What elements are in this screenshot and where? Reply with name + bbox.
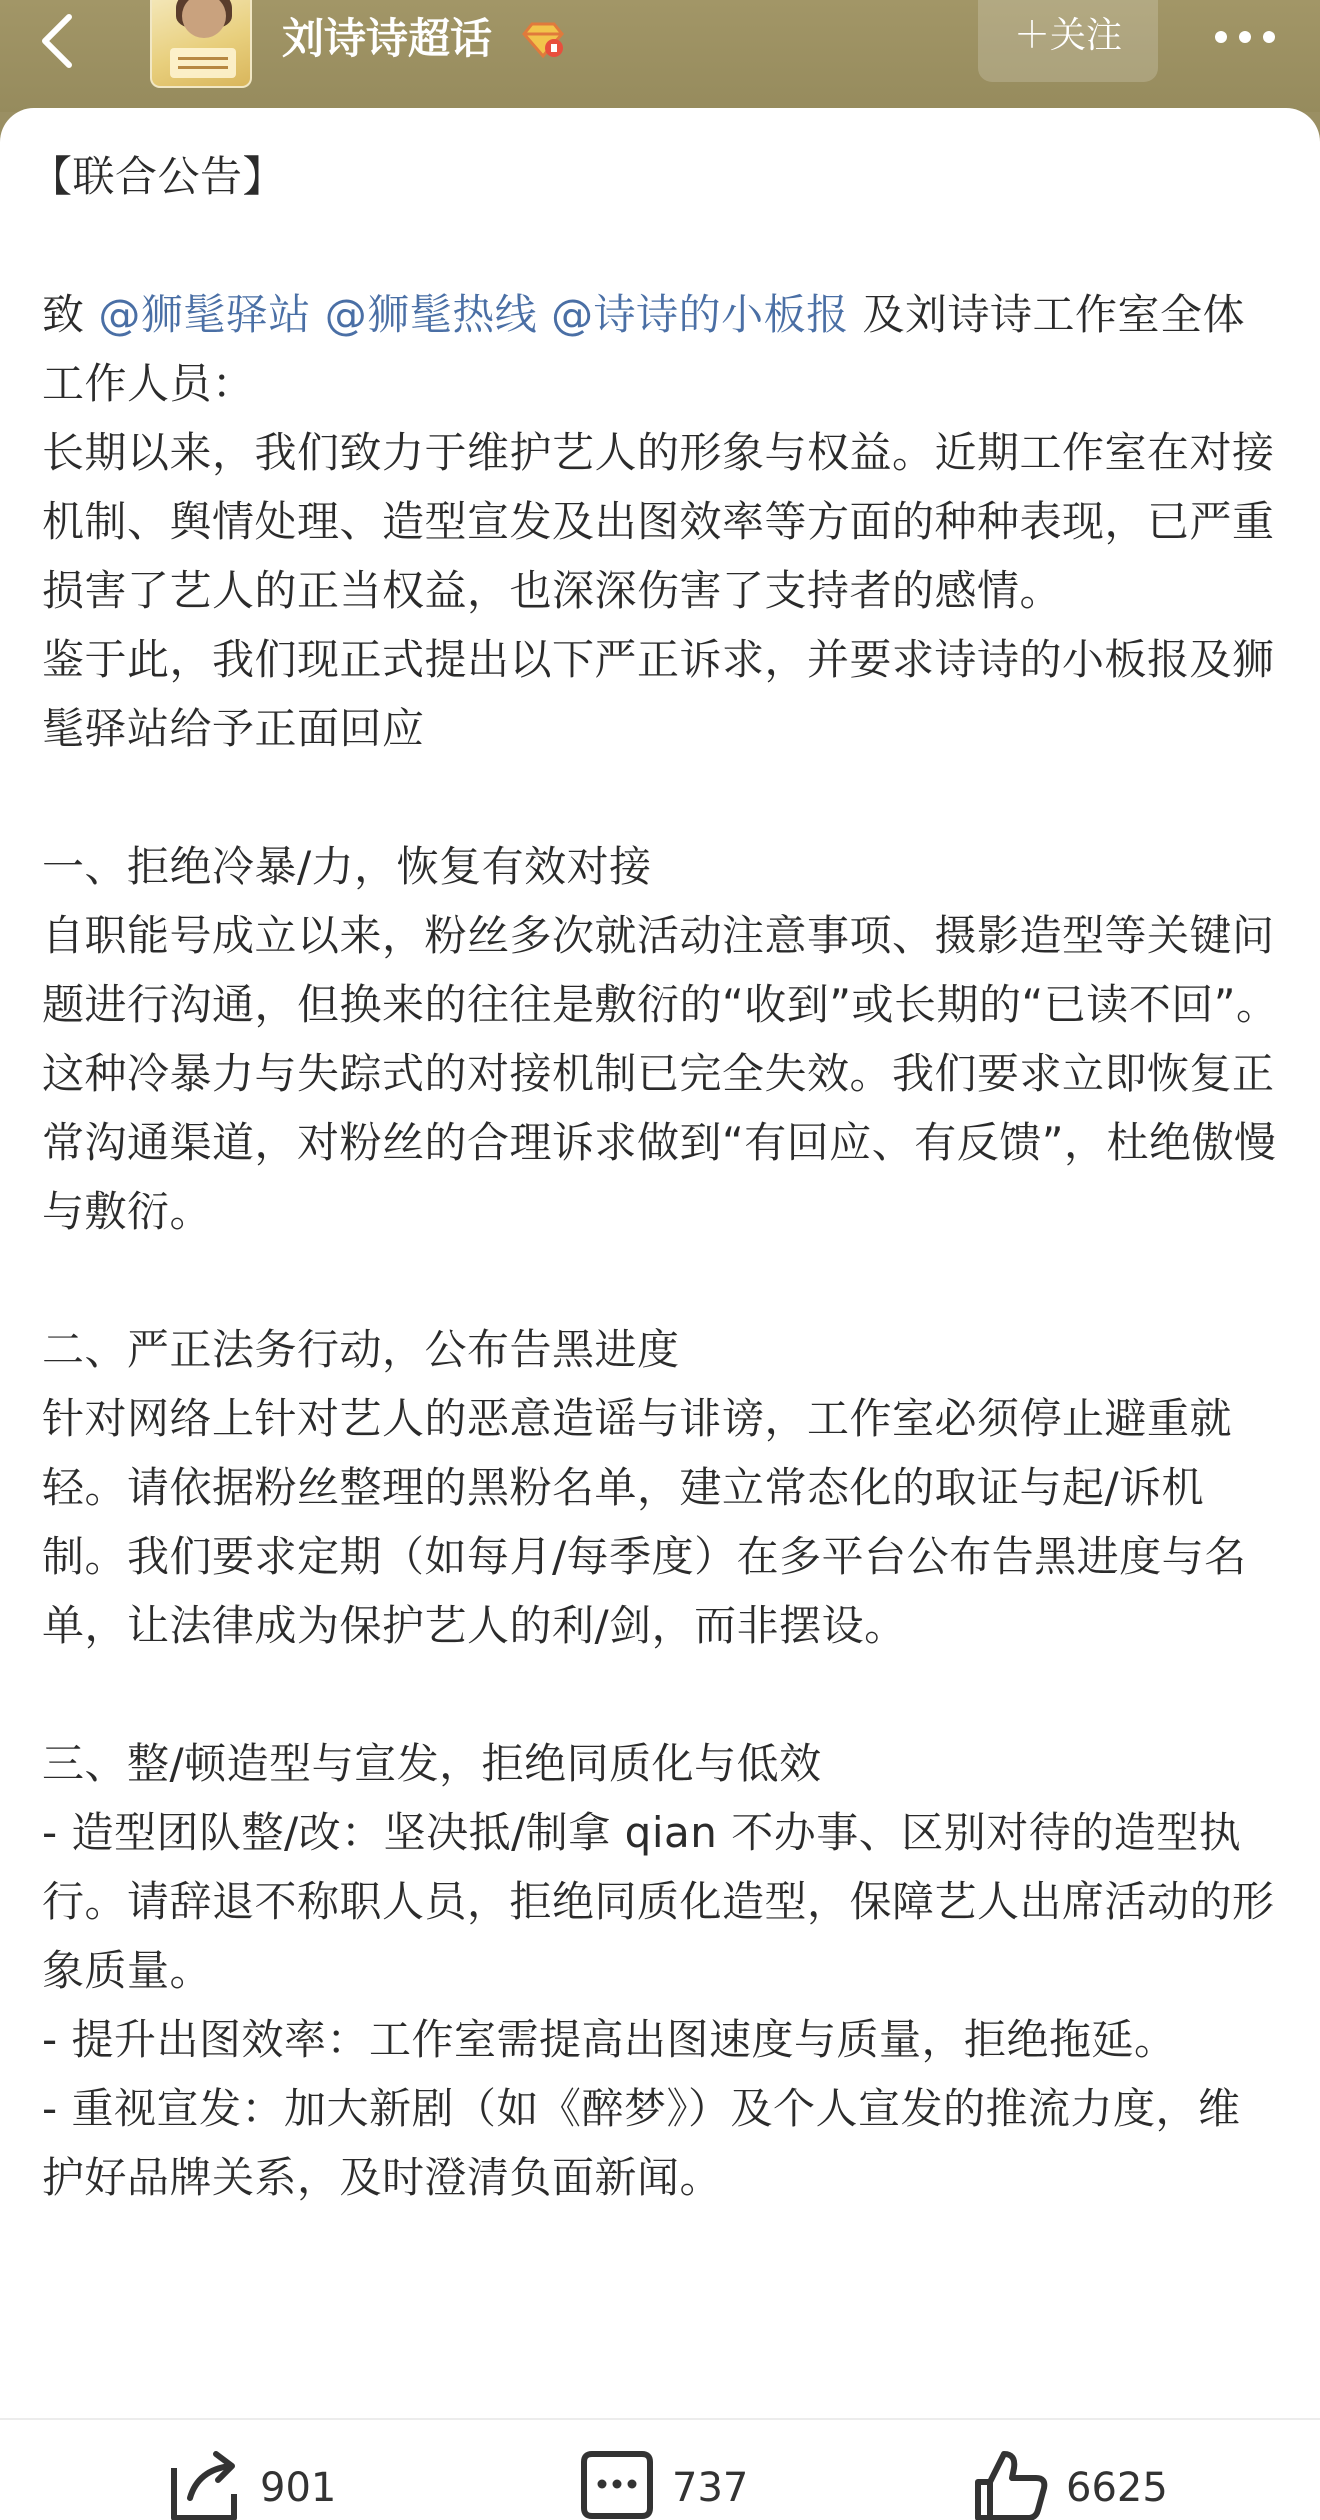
- like-icon: [970, 2448, 1050, 2520]
- share-count: 901: [260, 2465, 337, 2511]
- list-item: - 造型团队整/改：坚决抵/制拿 qian 不办事、区别对待的造型执行。请辞退不称职人员，拒绝同质化造型，保障艺人出席活动的形象质量。: [42, 1808, 1275, 1995]
- like-count: 6625: [1066, 2465, 1168, 2511]
- paragraph: 鉴于此，我们现正式提出以下严正诉求，并要求诗诗的小板报及狮髦驿站给予正面回应: [42, 635, 1275, 753]
- action-bar: [0, 2420, 1320, 2520]
- greeting: 致 @狮髦驿站 @狮髦热线 @诗诗的小板报 及刘诗诗工作室全体工作人员：: [42, 290, 1246, 408]
- top-bar: [0, 0, 1320, 112]
- mention-link[interactable]: @狮髦驿站: [98, 290, 311, 339]
- post-body: [30, 142, 1282, 2212]
- comment-count: 737: [672, 2465, 749, 2511]
- share-button[interactable]: [168, 2448, 336, 2520]
- list-item: - 重视宣发：加大新剧（如《醉梦》）及个人宣发的推流力度，维护好品牌关系，及时澄清负面新闻。: [42, 2084, 1241, 2202]
- more-button[interactable]: [1200, 4, 1290, 70]
- comment-button[interactable]: [578, 2448, 748, 2520]
- chevron-left-icon: [37, 13, 77, 69]
- mention-link[interactable]: @狮髦热线: [324, 290, 538, 339]
- section-title: 二、严正法务行动，公布告黑进度: [42, 1325, 680, 1374]
- follow-button[interactable]: ＋关注: [978, 0, 1158, 82]
- page-title: 刘诗诗超话: [282, 14, 493, 63]
- mention-link[interactable]: @诗诗的小板报: [551, 290, 849, 339]
- paragraph: 针对网络上针对艺人的恶意造谣与诽谤，工作室必须停止避重就轻。请依据粉丝整理的黑粉名单，建立常态化的取证与起/诉机制。我们要求定期（如每月/每季度）在多平台公布告黑进度与名单，让法律成为保护艺人的利/剑，而非摆设。: [42, 1394, 1247, 1650]
- back-button[interactable]: [22, 6, 92, 76]
- post-headline: 【联合公告】: [30, 152, 286, 201]
- badge-icon: [520, 20, 566, 60]
- paragraph: 长期以来，我们致力于维护艺人的形象与权益。近期工作室在对接机制、舆情处理、造型宣发及出图效率等方面的种种表现，已严重损害了艺人的正当权益，也深深伤害了支持者的感情。: [42, 428, 1275, 615]
- share-icon: [168, 2448, 244, 2520]
- list-item: - 提升出图效率：工作室需提高出图速度与质量，拒绝拖延。: [42, 2015, 1177, 2064]
- topic-avatar[interactable]: [150, 0, 252, 88]
- like-button[interactable]: [970, 2448, 1168, 2520]
- comment-icon: [578, 2448, 656, 2520]
- section-title: 三、整/顿造型与宣发，拒绝同质化与低效: [42, 1739, 822, 1788]
- paragraph: 自职能号成立以来，粉丝多次就活动注意事项、摄影造型等关键问题进行沟通，但换来的往往是敷衍的“收到”或长期的“已读不回”。这种冷暴力与失踪式的对接机制已完全失效。我们要求立即恢复正常沟通渠道，对粉丝的合理诉求做到“有回应、有反馈”，杜绝傲慢与敷衍。: [42, 911, 1279, 1236]
- section-title: 一、拒绝冷暴/力，恢复有效对接: [42, 842, 652, 891]
- more-dots-icon: [1215, 31, 1275, 43]
- post-card: [0, 108, 1320, 2520]
